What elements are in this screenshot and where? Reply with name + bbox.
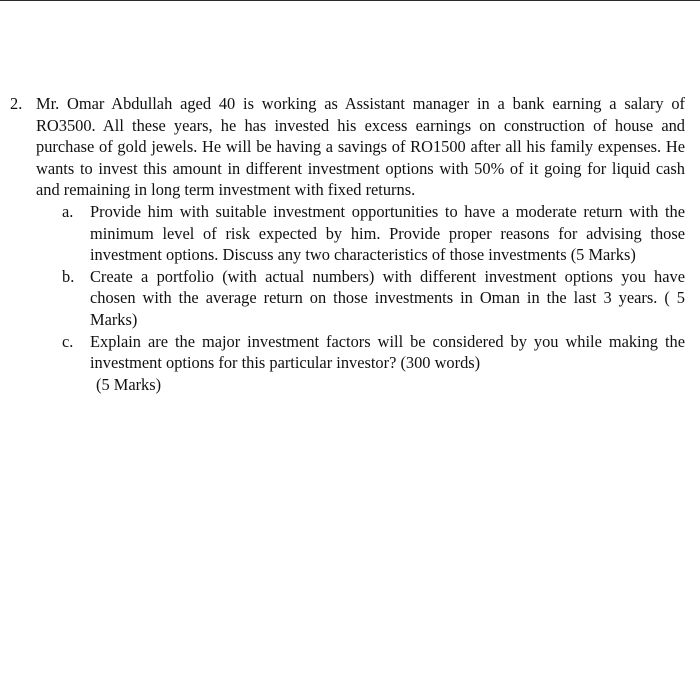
subpart-letter: c. [62, 331, 74, 351]
subpart-text [90, 331, 685, 396]
subpart-text: Provide him with suitable investment opportunities to have a moderate return with the minimum level of risk expected by him. Provide proper reasons for advising those investment options. Discuss any two characteristics of those investments (5 Marks) [90, 201, 685, 265]
question-block [10, 93, 685, 395]
subpart-c-marks: (5 Marks) [96, 374, 162, 394]
question-number: 2. [10, 94, 23, 113]
top-border-line [0, 0, 700, 1]
subpart-c-body: Explain are the major investment factors will be considered by you while making the investment options for this particular investor? (300 words) [90, 331, 685, 373]
subpart-letter: a. [62, 201, 74, 221]
subpart-letter: b. [62, 266, 75, 286]
question-stem [10, 93, 685, 201]
subpart-list [62, 201, 685, 395]
subpart-b [62, 266, 685, 331]
question-text: Mr. Omar Abdullah aged 40 is working as Assistant manager in a bank earning a salary of RO3500. All these years, he has invested his excess earnings on construction of house and purchase of gold jewels. He will be having a savings of RO1500 after all his family expenses. He wants to invest this amount in different investment options with 50% of it going for liquid cash and remaining in long term investment with fixed returns. [36, 94, 685, 200]
subpart-c [62, 331, 685, 396]
subpart-text: Create a portfolio (with actual numbers) with different investment options you have chosen with the average return on those investments in Oman in the last 3 years. ( 5 Marks) [90, 266, 685, 329]
subpart-a [62, 201, 685, 266]
